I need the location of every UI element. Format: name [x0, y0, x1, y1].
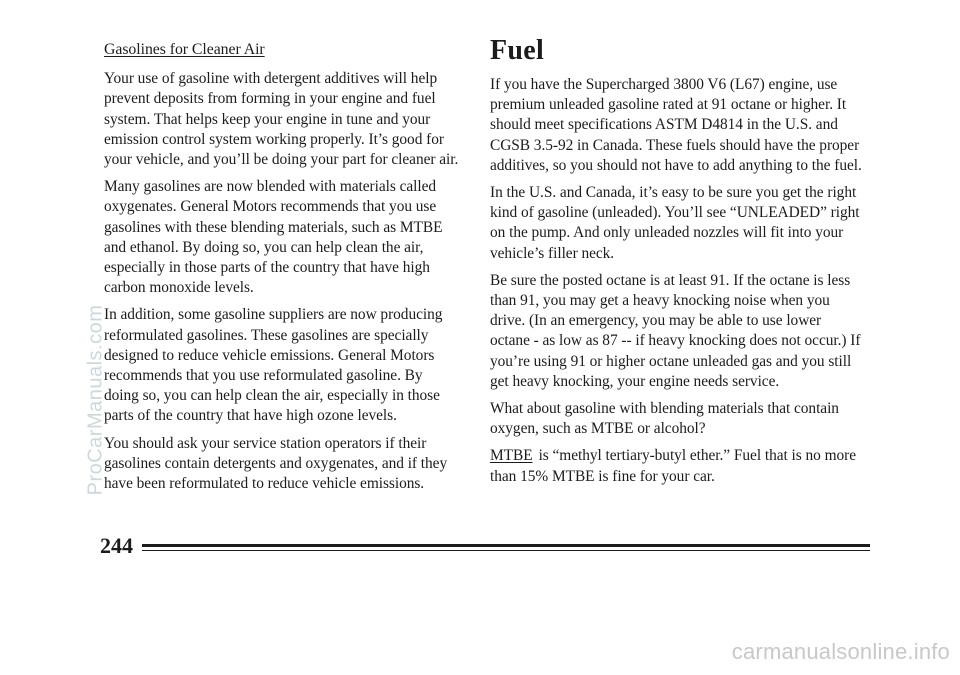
body-paragraph: Your use of gasoline with detergent additives will help prevent deposits from forming in your engine and fuel system. That helps keep your engine in tune and your emission control system working properly. It’s good for your vehicle, and you’ll be doing your part for cleaner air.	[104, 70, 459, 169]
side-watermark: ProCarManuals.com	[84, 304, 107, 496]
body-paragraph: In addition, some gasoline suppliers are now producing reformulated gasolines. These gasolines are specially designed to reduce vehicle emissions. General Motors recommends that you use reformulated gasoline. By doing so, you can help clean the air, especially in those parts of the country that have high ozone levels.	[104, 306, 443, 425]
body-paragraph: What about gasoline with blending materials that contain oxygen, such as MTBE or alcohol?	[490, 400, 839, 438]
body-paragraph: You should ask your service station operators if their gasolines contain detergents and oxygenates, and if they have been reformulated to reduce vehicle emissions.	[104, 434, 448, 493]
footer-rule-thin	[142, 550, 870, 551]
left-column	[104, 40, 460, 501]
page-footer	[100, 534, 870, 564]
definition-paragraph	[490, 446, 862, 486]
definition-text: is “methyl tertiary-butyl ether.” Fuel that is no more than 15% MTBE is fine for your car.	[490, 447, 856, 485]
page-number: 244	[100, 533, 133, 558]
definition-term: MTBE	[490, 447, 533, 465]
body-paragraph: If you have the Supercharged 3800 V6 (L67) engine, use premium unleaded gasoline rated at 91 octane or higher. It should meet specifications ASTM D4814 in the U.S. and CGSB 3.5-92 in Canada. These fuels should have the proper additives, so you should not have to add anything to the fuel.	[490, 76, 862, 174]
right-column	[490, 36, 862, 494]
body-paragraph: Be sure the posted octane is at least 91. If the octane is less than 91, you may get a heavy knocking noise when you drive. (In an emergency, you may be able to use lower octane - as low as 87 -- if heavy knocking does not occur.) If you’re using 91 or higher octane unleaded gas and you still get heavy knocking, your engine needs service.	[490, 271, 861, 390]
section-heading: Fuel	[490, 35, 545, 66]
body-paragraph: In the U.S. and Canada, it’s easy to be sure you get the right kind of gasoline (unleaded). You’ll see “UNLEADED” right on the pump. And only unleaded nozzles will fit into your vehicle’s filler neck.	[490, 184, 860, 262]
bottom-watermark: carmanualsonline.info	[731, 639, 950, 664]
footer-rule-thick	[142, 544, 870, 547]
body-paragraph: Many gasolines are now blended with materials called oxygenates. General Motors recommends that you use gasolines with these blending materials, such as MTBE and ethanol. By doing so, you can help clean the air, especially in those parts of the country that have high carbon monoxide levels.	[104, 178, 443, 297]
section-subheading: Gasolines for Cleaner Air	[104, 41, 265, 58]
